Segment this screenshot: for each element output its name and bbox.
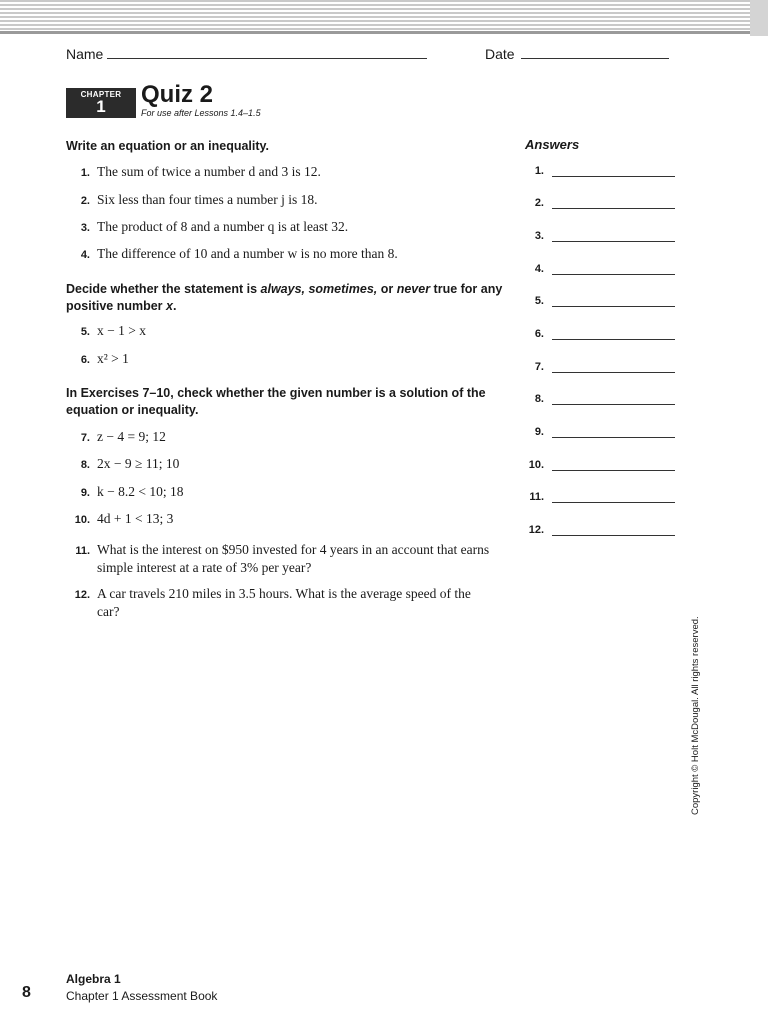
answer-row[interactable] [510, 426, 680, 442]
answer-number: 6. [534, 328, 544, 340]
question-text: k − 8.2 < 10; 18 [97, 484, 184, 499]
answer-number: 8. [534, 393, 544, 405]
question-number: 10. [74, 514, 90, 526]
answer-number: 4. [534, 263, 544, 275]
page-title: Quiz 2 [141, 81, 214, 108]
answer-number: 2. [534, 197, 544, 209]
answer-number: 9. [534, 426, 544, 438]
instruction-part: true for any positive number [66, 282, 503, 313]
answer-blank[interactable] [552, 339, 675, 340]
answer-number: 7. [534, 361, 544, 373]
answer-row[interactable] [510, 459, 680, 475]
answer-blank[interactable] [552, 437, 675, 438]
answer-row[interactable] [510, 393, 680, 409]
answer-blank[interactable] [552, 176, 675, 177]
question-number: 1. [80, 167, 90, 179]
section-instruction-2 [66, 281, 506, 315]
chapter-badge [66, 88, 136, 118]
answers-heading: Answers [525, 137, 580, 152]
question-text: The difference of 10 and a number w is no more than 8. [97, 246, 398, 261]
question-text: The sum of twice a number d and 3 is 12. [97, 164, 321, 179]
answer-row[interactable] [510, 263, 680, 279]
question-text: A car travels 210 miles in 3.5 hours. What is the average speed of the car? [97, 586, 471, 619]
instruction-part: or [377, 282, 397, 296]
footer-book-subtitle: Chapter 1 Assessment Book [66, 989, 218, 1003]
question-number: 12. [74, 589, 90, 601]
question-text: The product of 8 and a number q is at least 32. [97, 219, 349, 234]
question-text: What is the interest on $950 invested for 4 years in an account that earns simple interest at a rate of 3% per year? [97, 542, 490, 575]
chapter-word: CHAPTER [80, 90, 122, 99]
instruction-emphasis: never [396, 282, 431, 296]
question-text: x − 1 > x [97, 323, 146, 338]
question-number: 9. [80, 487, 90, 499]
instruction-part: Decide whether the statement is [66, 282, 261, 296]
answer-row[interactable] [510, 524, 680, 540]
answer-blank[interactable] [552, 470, 675, 471]
answer-number: 12. [528, 524, 544, 536]
answer-number: 11. [529, 491, 544, 503]
chapter-number: 1 [96, 97, 106, 116]
instruction-emphasis: always, sometimes, [260, 282, 378, 296]
question-number: 3. [80, 222, 90, 234]
copyright-notice: Copyright © Holt McDougal. All rights reserved. [690, 616, 701, 815]
question-number: 2. [80, 195, 90, 207]
answer-number: 10. [528, 459, 544, 471]
answer-blank[interactable] [552, 535, 675, 536]
answer-row[interactable] [510, 491, 680, 507]
question-text: 2x − 9 ≥ 11; 10 [97, 456, 180, 471]
answer-blank[interactable] [552, 404, 675, 405]
answer-blank[interactable] [552, 241, 675, 242]
page-subtitle: For use after Lessons 1.4–1.5 [141, 108, 261, 118]
answer-number: 1. [534, 165, 544, 177]
section-instruction-3: In Exercises 7–10, check whether the given number is a solution of the equation or inequality. [66, 386, 486, 417]
answer-blank[interactable] [552, 274, 675, 275]
question-text: 4d + 1 < 13; 3 [97, 511, 174, 526]
answer-row[interactable] [510, 230, 680, 246]
question-number: 4. [80, 249, 90, 261]
question-text: z − 4 = 9; 12 [97, 429, 166, 444]
question-number: 11. [75, 545, 90, 557]
answer-blank[interactable] [552, 502, 675, 503]
question-text: x² > 1 [97, 351, 129, 366]
answer-blank[interactable] [552, 372, 675, 373]
question-number: 5. [80, 326, 90, 338]
answer-row[interactable] [510, 328, 680, 344]
section-instruction-1: Write an equation or an inequality. [66, 139, 270, 153]
answer-blank[interactable] [552, 208, 675, 209]
question-number: 7. [80, 432, 90, 444]
answer-row[interactable] [510, 361, 680, 377]
answer-number: 5. [534, 295, 544, 307]
instruction-variable: x [166, 299, 173, 313]
question-number: 8. [80, 459, 90, 471]
answer-row[interactable] [510, 165, 680, 181]
name-label: Name [66, 46, 104, 62]
question-number: 6. [80, 354, 90, 366]
date-label: Date [485, 46, 515, 62]
page-number: 8 [22, 984, 31, 1001]
top-stripe-border [0, 0, 768, 34]
question-text: Six less than four times a number j is 18. [97, 192, 318, 207]
name-field-line[interactable] [107, 58, 427, 59]
answer-blank[interactable] [552, 306, 675, 307]
corner-tab [750, 0, 768, 36]
answer-number: 3. [534, 230, 544, 242]
answer-row[interactable] [510, 197, 680, 213]
instruction-part: . [172, 299, 177, 313]
answer-row[interactable] [510, 295, 680, 311]
footer-book-title: Algebra 1 [66, 972, 121, 986]
date-field-line[interactable] [521, 58, 669, 59]
